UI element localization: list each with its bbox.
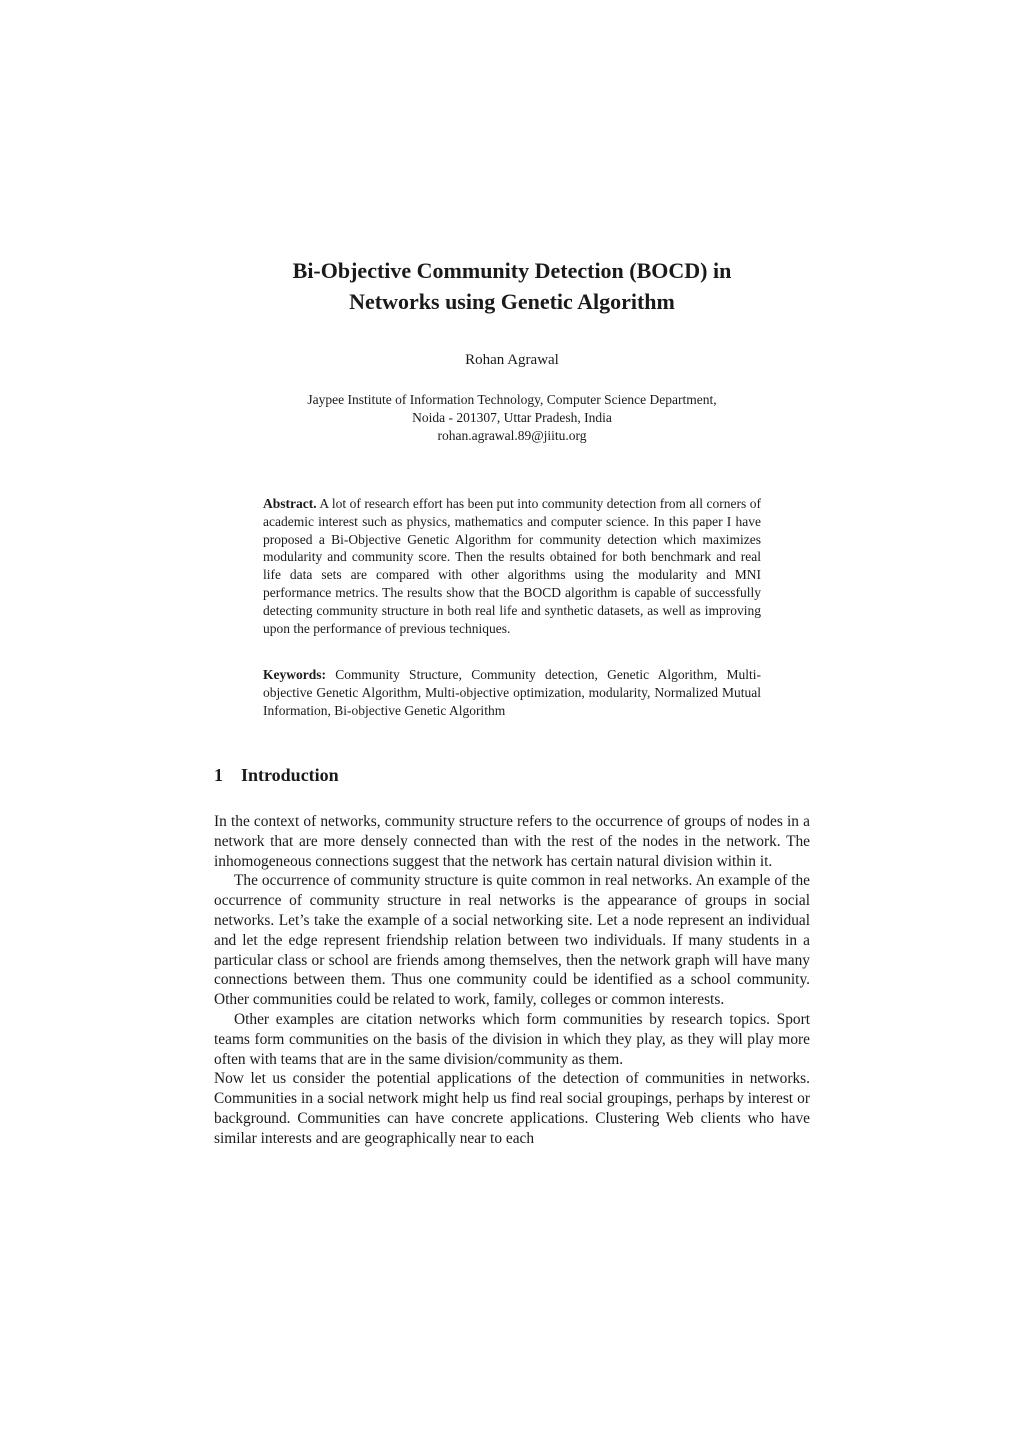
affiliation-line-2: Noida - 201307, Uttar Pradesh, India <box>412 410 612 425</box>
abstract-text: A lot of research effort has been put into community detection from all corners of academic interest such as physics, mathematics and computer science. In this paper I have proposed a Bi-Objective Genetic Algorithm for community detection which maximizes modularity and community score. Then the results obtained for both benchmark and real life data sets are compared with other algorithms using the modularity and MNI performance metrics. The results show that the BOCD algorithm is capable of successfully detecting community structure in both real life and synthetic datasets, as well as improving upon the performance of previous techniques. <box>263 496 761 636</box>
title-line-1: Bi-Objective Community Detection (BOCD) in <box>292 258 732 283</box>
section-number: 1 <box>214 765 223 785</box>
title-line-2: Networks using Genetic Algorithm <box>349 289 675 314</box>
paragraph-4: Now let us consider the potential applications of the detection of communities in networks. Communities in a social network might help us find real social groupings, perhaps by interest or background. Communities can have concrete applications. Clustering Web clients who have similar interests and are geographically near to each <box>214 1070 810 1147</box>
paragraph-1: In the context of networks, community structure refers to the occurrence of groups of nodes in a network that are more densely connected than with the rest of the nodes in the network. The inhomogeneous connections suggest that the network has certain natural division within it. <box>214 813 810 870</box>
affiliation <box>214 391 810 445</box>
section-heading-introduction <box>214 765 339 786</box>
keywords-label: Keywords: <box>263 667 326 682</box>
author-email[interactable]: rohan.agrawal.89@jiitu.org <box>437 428 587 443</box>
affiliation-line-1: Jaypee Institute of Information Technology, Computer Science Department, <box>307 392 717 407</box>
paragraph-3: Other examples are citation networks which form communities by research topics. Sport teams form communities on the basis of the division in which they play, as they will play more often with teams that are in the same division/community as them. <box>214 1010 810 1068</box>
section-title: Introduction <box>241 765 339 785</box>
author-name: Rohan Agrawal <box>465 352 559 368</box>
abstract <box>263 495 761 637</box>
introduction-body <box>214 812 810 1149</box>
keywords <box>263 666 761 719</box>
keywords-text: Community Structure, Community detection, Genetic Algorithm, Multi-objective Genetic Algorithm, Multi-objective optimization, modularity, Normalized Mutual Information, Bi-objective Genetic Algorithm <box>263 667 761 718</box>
paragraph-2: The occurrence of community structure is quite common in real networks. An example of the occurrence of community structure in real networks is the appearance of groups in social networks. Let’s take the example of a social networking site. Let a node represent an individual and let the edge represent friendship relation between two individuals. If many students in a particular class or school are friends among themselves, then the network graph will have many connections between them. Thus one community could be identified as a school community. Other communities could be related to work, family, colleges or common interests. <box>214 872 810 1009</box>
abstract-label: Abstract. <box>263 496 317 511</box>
paper-title <box>214 255 810 317</box>
